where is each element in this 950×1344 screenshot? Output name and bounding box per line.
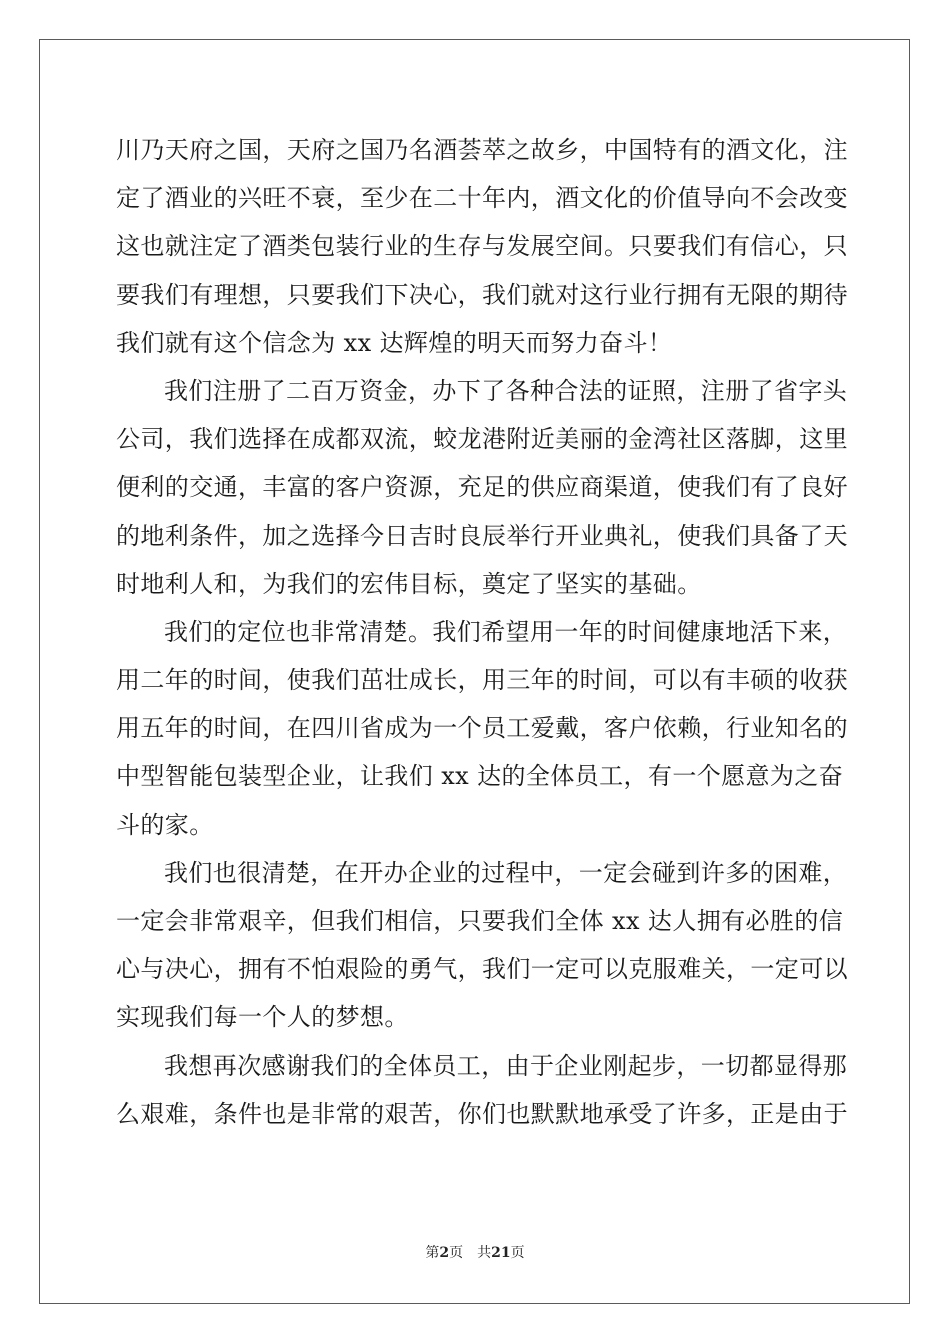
text-line: 用五年的时间，在四川省成为一个员工爱戴，客户依赖，行业知名的	[116, 714, 848, 743]
text-line: 川乃天府之国，天府之国乃名酒荟萃之故乡，中国特有的酒文化，注	[116, 136, 848, 164]
text-line: 用二年的时间，使我们茁壮成长，用三年的时间，可以有丰硕的收获	[116, 666, 848, 695]
paragraph-start-line: 我想再次感谢我们的全体员工，由于企业刚起步，一切都显得那	[164, 1051, 848, 1080]
text-line: 这也就注定了酒类包装行业的生存与发展空间。只要我们有信心，只	[116, 232, 848, 261]
text-line: 一定会非常艰辛，但我们相信，只要我们全体 xx 达人拥有必胜的信	[116, 907, 844, 935]
text-line: 时地利人和，为我们的宏伟目标，奠定了坚实的基础。	[116, 569, 702, 598]
paragraph-start-line: 我们也很清楚，在开办企业的过程中，一定会碰到许多的困难，	[164, 858, 848, 887]
text-line: 公司，我们选择在成都双流，蛟龙港附近美丽的金湾社区落脚，这里	[116, 425, 848, 454]
page-label-prefix: 第	[425, 1245, 440, 1261]
text-line: 我们就有这个信念为 xx 达辉煌的明天而努力奋斗！	[116, 328, 673, 357]
text-line: 心与决心，拥有不怕艰险的勇气，我们一定可以克服难关，一定可以	[116, 955, 848, 984]
text-line: 的地利条件，加之选择今日吉时良辰举行开业典礼，使我们具备了天	[116, 521, 848, 550]
text-line: 要我们有理想，只要我们下决心，我们就对这行业行拥有无限的期待	[116, 280, 848, 309]
page-label-suffix: 页	[449, 1245, 464, 1261]
document-body	[116, 126, 848, 1138]
current-page-number: 2	[439, 1245, 450, 1261]
paragraph-start-line: 我们的定位也非常清楚。我们希望用一年的时间健康地活下来，	[164, 617, 848, 646]
text-line: 定了酒业的兴旺不衰，至少在二十年内，酒文化的价值导向不会改变	[116, 184, 848, 213]
text-line: 斗的家。	[116, 810, 214, 839]
paragraph-start-line: 我们注册了二百万资金，办下了各种合法的证照，注册了省字头	[164, 376, 848, 405]
text-line: 便利的交通，丰富的客户资源，充足的供应商渠道，使我们有了良好	[116, 473, 848, 502]
text-line: 中型智能包装型企业，让我们 xx 达的全体员工，有一个愿意为之奋	[116, 762, 844, 791]
total-page-count: 21	[491, 1245, 511, 1261]
total-label-prefix: 共	[477, 1245, 492, 1261]
total-label-suffix: 页	[510, 1245, 525, 1261]
page-footer	[0, 1244, 950, 1262]
text-line: 么艰难，条件也是非常的艰苦，你们也默默地承受了许多，正是由于	[116, 1099, 848, 1128]
text-line: 实现我们每一个人的梦想。	[116, 1003, 409, 1032]
